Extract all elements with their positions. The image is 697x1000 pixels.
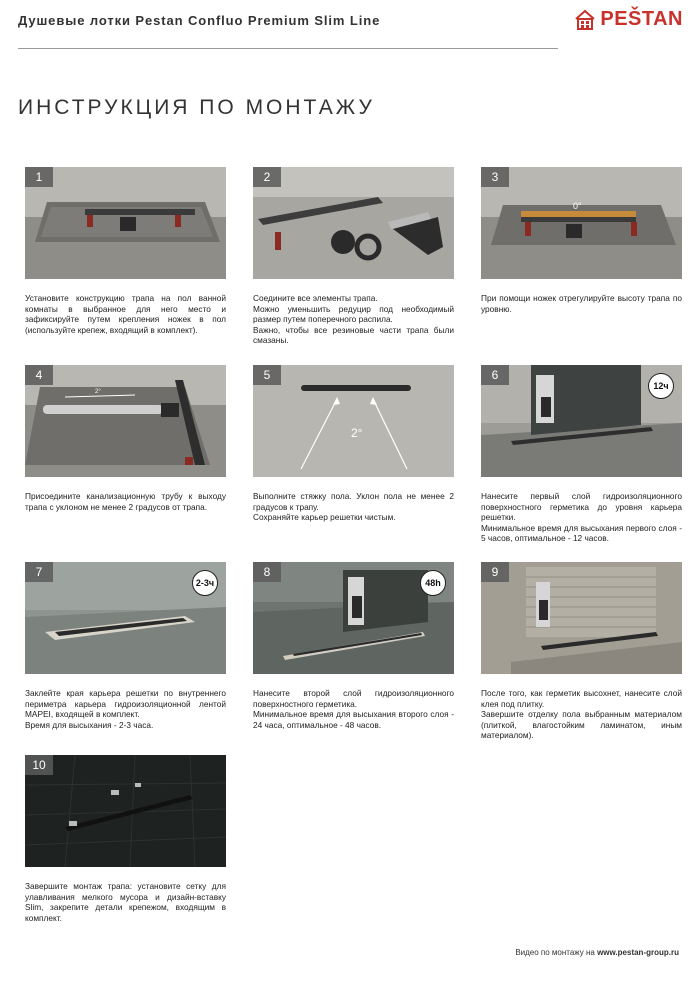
footer-video-note xyxy=(515,948,679,957)
step-number: 9 xyxy=(481,562,509,582)
step-7-illustration xyxy=(25,562,226,674)
brand-name: PEŠTAN xyxy=(600,8,683,30)
slope-label: 2° xyxy=(95,389,101,395)
step-number: 2 xyxy=(253,167,281,187)
step-4 xyxy=(25,365,226,512)
step-9-text: После того, как герметик высохнет, нанесите слой клея под плитку. Завершите отделку пола выбранным материалом (плиткой, влагостойким ламинатом, иным материалом). xyxy=(481,688,682,741)
step-8-illustration xyxy=(253,562,454,674)
step-2 xyxy=(253,167,454,346)
slope-label: 2° xyxy=(351,426,363,440)
step-7-text: Заклейте края карьера решетки по внутреннего периметра карьера гидроизоляционной лентой MAPEI, входящей в комплект. Время для высыхания - 2-3 часа. xyxy=(25,688,226,730)
step-number: 6 xyxy=(481,365,509,385)
page-title: ИНСТРУКЦИЯ ПО МОНТАЖУ xyxy=(18,96,375,119)
step-6 xyxy=(481,365,682,544)
step-8 xyxy=(253,562,454,730)
step-number: 10 xyxy=(25,755,53,775)
step-2-text: Соедините все элементы трапа. Можно уменьшить редуцир под необходимый размер путем поперечного распила. Важно, чтобы все резиновые части трапа были смазаны. xyxy=(253,293,454,346)
step-10-illustration xyxy=(25,755,226,867)
step-1-illustration xyxy=(25,167,226,279)
drying-time-badge: 2-3ч xyxy=(192,570,218,596)
step-number: 1 xyxy=(25,167,53,187)
step-number: 5 xyxy=(253,365,281,385)
house-icon xyxy=(574,9,596,31)
step-10 xyxy=(25,755,226,923)
step-number: 4 xyxy=(25,365,53,385)
header-divider xyxy=(18,48,558,49)
step-6-illustration xyxy=(481,365,682,477)
step-3-illustration xyxy=(481,167,682,279)
step-5-text: Выполните стяжку пола. Уклон пола не менее 2 градусов к трапу. Сохраняйте карьер решетки чистым. xyxy=(253,491,454,523)
brand-logo xyxy=(574,8,683,31)
step-2-illustration xyxy=(253,167,454,279)
step-3-text: При помощи ножек отрегулируйте высоту трапа по уровню. xyxy=(481,293,682,314)
step-1 xyxy=(25,167,226,335)
drying-time-badge: 12ч xyxy=(648,373,674,399)
step-4-text: Присоедините канализационную трубу к выходу трапа с уклоном не менее 2 градусов от трапа. xyxy=(25,491,226,512)
document-header-title: Душевые лотки Pestan Confluo Premium Slim Line xyxy=(18,13,381,28)
step-10-text: Завершите монтаж трапа: установите сетку для улавливания мелкого мусора и дизайн-вставку Slim, закрепите детали крепежом, входящим в комплект. xyxy=(25,881,226,923)
step-7 xyxy=(25,562,226,730)
step-9-illustration xyxy=(481,562,682,674)
footer-prefix: Видео по монтажу на xyxy=(515,948,598,957)
level-label: 0° xyxy=(573,201,582,211)
step-4-illustration xyxy=(25,365,226,477)
step-5-illustration xyxy=(253,365,454,477)
step-number: 8 xyxy=(253,562,281,582)
footer-link[interactable]: www.pestan-group.ru xyxy=(597,948,679,957)
step-6-text: Нанесите первый слой гидроизоляционного поверхностного герметика до уровня карьера решетки. Минимальное время для высыхания первого слоя - 5 часов, оптимальное - 12 часов. xyxy=(481,491,682,544)
step-number: 7 xyxy=(25,562,53,582)
step-1-text: Установите конструкцию трапа на пол ванной комнаты в выбранное для него место и зафиксируйте путем крепления ножек в пол (используйте крепеж, входящий в комплект). xyxy=(25,293,226,335)
step-9 xyxy=(481,562,682,741)
drying-time-badge: 48h xyxy=(420,570,446,596)
step-3 xyxy=(481,167,682,314)
step-5 xyxy=(253,365,454,523)
step-8-text: Нанесите второй слой гидроизоляционного поверхностного герметика. Минимальное время для высыхания второго слоя - 24 часа, оптимальное - 48 часов. xyxy=(253,688,454,730)
step-number: 3 xyxy=(481,167,509,187)
